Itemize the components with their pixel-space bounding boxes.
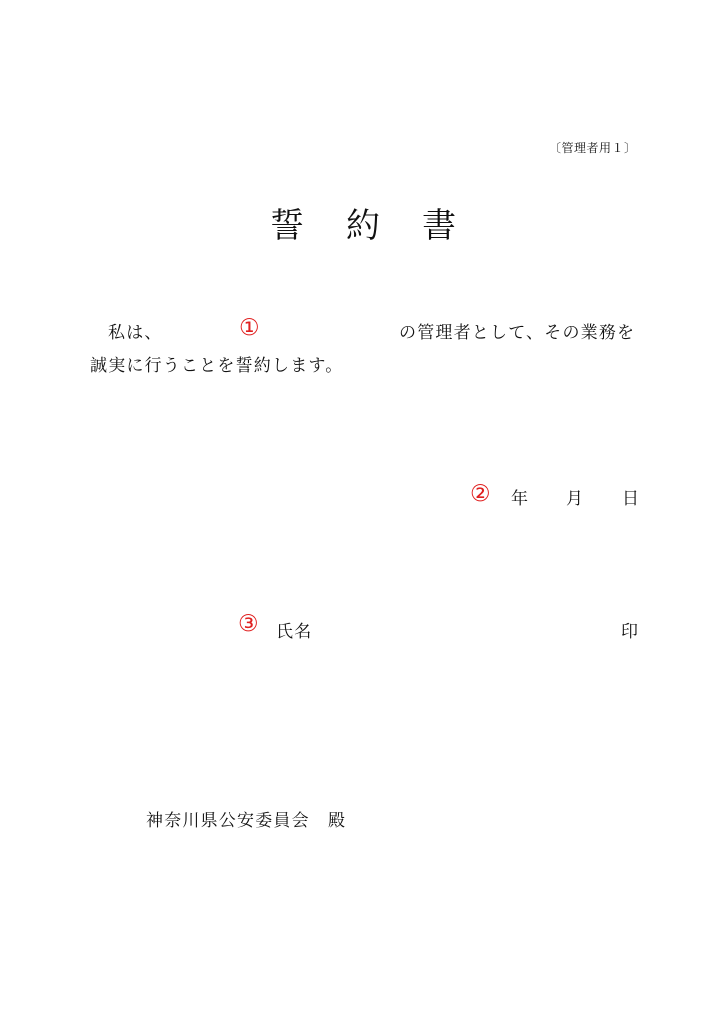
title-char-2: 約: [346, 206, 380, 246]
name-label: 氏名: [276, 622, 313, 642]
marker-3: ③: [238, 611, 259, 637]
marker-1: ①: [239, 315, 260, 341]
pledge-line1-suffix: の管理者として、その業務を: [399, 323, 636, 343]
pledge-line2: 誠実に行うことを誓約します。: [90, 356, 344, 376]
date-month-label: 月: [566, 489, 585, 509]
addressee: 神奈川県公安委員会 殿: [146, 811, 347, 831]
form-code-label: 〔管理者用１〕: [549, 141, 637, 155]
title-char-1: 誓: [270, 206, 304, 246]
date-day-label: 日: [622, 489, 641, 509]
pledge-line1-prefix: 私は、: [108, 323, 163, 343]
seal-label: 印: [621, 622, 640, 642]
document-title: [270, 198, 456, 247]
title-char-3: 書: [422, 206, 456, 246]
marker-2: ②: [470, 481, 491, 507]
date-year-label: 年: [511, 489, 530, 509]
